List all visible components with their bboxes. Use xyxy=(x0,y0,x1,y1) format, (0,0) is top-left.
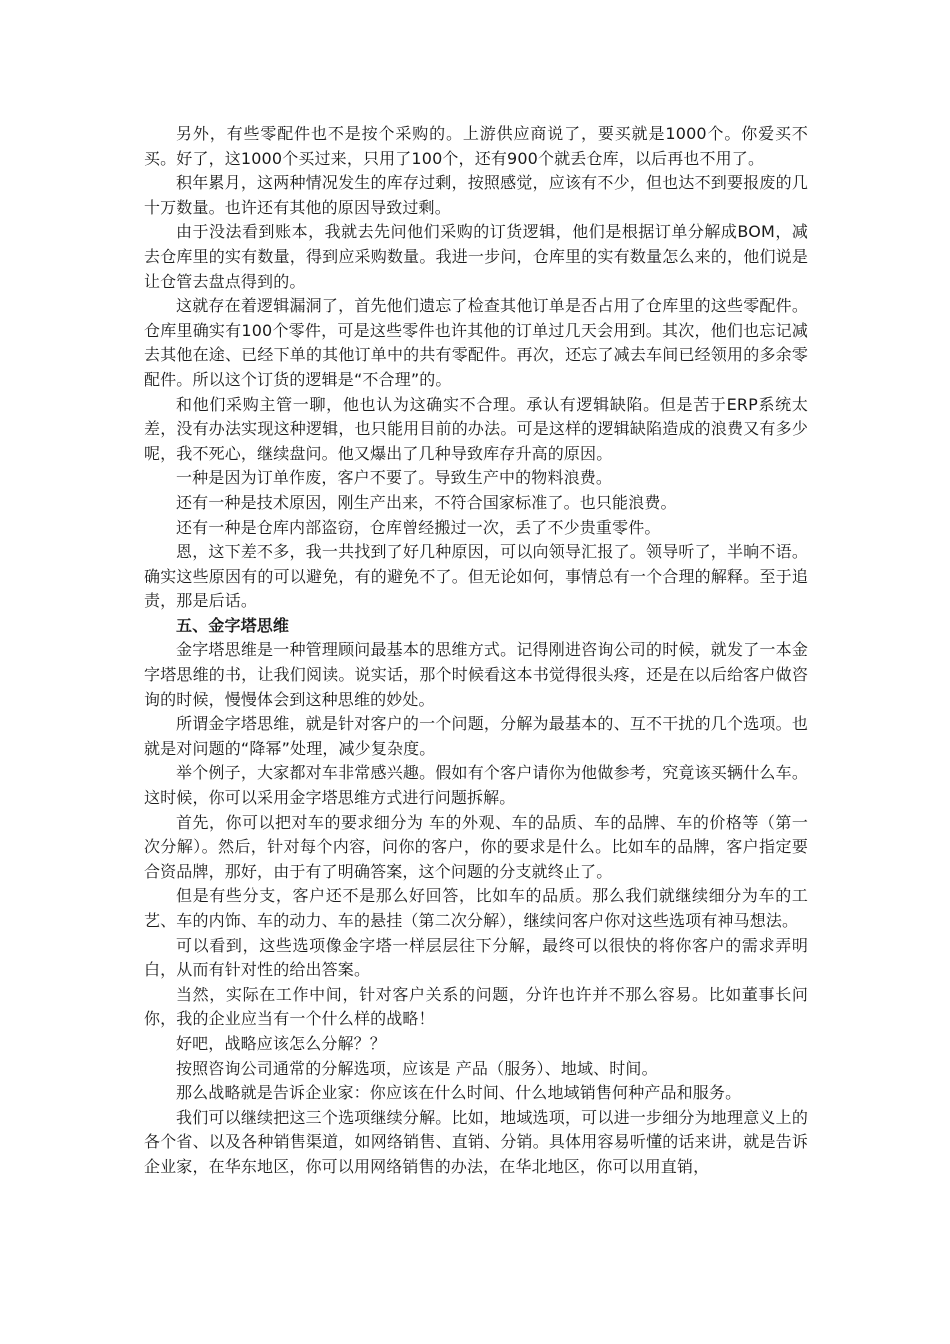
paragraph: 我们可以继续把这三个选项继续分解。比如，地域选项，可以进一步细分为地理意义上的各个省、以及各种销售渠道，如网络销售、直销、分销。具体用容易听懂的话来讲，就是告诉企业家，在华东地区，你可以用网络销售的办法，在华北地区，你可以用直销， xyxy=(144,1107,808,1176)
paragraph: 但是有些分支，客户还不是那么好回答，比如车的品质。那么我们就继续细分为车的工艺、车的内饰、车的动力、车的悬挂（第二次分解），继续问客户你对这些选项有神马想法。 xyxy=(144,886,808,930)
paragraph: 按照咨询公司通常的分解选项，应该是 产品（服务）、地域、时间。 xyxy=(176,1058,658,1078)
paragraph: 所谓金字塔思维，就是针对客户的一个问题，分解为最基本的、互不干扰的几个选项。也就是对问题的“降幂”处理，减少复杂度。 xyxy=(144,714,808,758)
paragraph: 这就存在着逻辑漏洞了，首先他们遗忘了检查其他订单是否占用了仓库里的这些零配件。仓库里确实有100个零件，可是这些零件也许其他的订单过几天会用到。其次，他们也忘记减去其他在途、已经下单的其他订单中的共有零配件。再次，还忘了减去车间已经领用的多余零配件。所以这个订货的逻辑是“不合理”的。 xyxy=(144,296,808,389)
paragraph: 一种是因为订单作废，客户不要了。导致生产中的物料浪费。 xyxy=(176,468,613,488)
paragraph: 那么战略就是告诉企业家：你应该在什么时间、什么地域销售何种产品和服务。 xyxy=(176,1083,742,1103)
paragraph: 好吧，战略应该怎么分解？？ xyxy=(176,1033,386,1053)
paragraph: 首先，你可以把对车的要求细分为 车的外观、车的品质、车的品牌、车的价格等（第一次分解）。然后，针对每个内容，问你的客户，你的要求是什么。比如车的品牌，客户指定要合资品牌，那好，由于有了明确答案，这个问题的分支就终止了。 xyxy=(144,812,808,881)
paragraph: 和他们采购主管一聊，他也认为这确实不合理。承认有逻辑缺陷。但是苦于ERP系统太差，没有办法实现这种逻辑，也只能用目前的办法。可是这样的逻辑缺陷造成的浪费又有多少呢，我不死心，继续盘问。他又爆出了几种导致库存升高的原因。 xyxy=(144,394,808,463)
paragraph: 恩，这下差不多，我一共找到了好几种原因，可以向领导汇报了。领导听了，半晌不语。确实这些原因有的可以避免，有的避免不了。但无论如何，事情总有一个合理的解释。至于追责，那是后话。 xyxy=(144,542,808,611)
paragraph: 举个例子，大家都对车非常感兴趣。假如有个客户请你为他做参考，究竟该买辆什么车。这时候，你可以采用金字塔思维方式进行问题拆解。 xyxy=(144,763,808,808)
paragraph: 由于没法看到账本，我就去先问他们采购的订货逻辑，他们是根据订单分解成BOM，减去仓库里的实有数量，得到应采购数量。我进一步问，仓库里的实有数量怎么来的，他们说是让仓管去盘点得到的。 xyxy=(144,222,808,291)
paragraph: 还有一种是仓库内部盗窃，仓库曾经搬过一次，丢了不少贵重零件。 xyxy=(176,517,661,537)
document-page xyxy=(144,122,808,1180)
section-heading: 五、金字塔思维 xyxy=(176,615,290,635)
paragraph: 可以看到，这些选项像金字塔一样层层往下分解，最终可以很快的将你客户的需求弄明白，从而有针对性的给出答案。 xyxy=(144,935,808,980)
paragraph: 金字塔思维是一种管理顾问最基本的思维方式。记得刚进咨询公司的时候，就发了一本金字塔思维的书，让我们阅读。说实话，那个时候看这本书觉得很头疼，还是在以后给客户做咨询的时候，慢慢体会到这种思维的妙处。 xyxy=(144,640,808,709)
paragraph: 当然，实际在工作中间，针对客户关系的问题，分许也许并不那么容易。比如董事长问你，我的企业应当有一个什么样的战略！ xyxy=(144,984,808,1029)
paragraph: 积年累月，这两种情况发生的库存过剩，按照感觉，应该有不少，但也达不到要报废的几十万数量。也许还有其他的原因导致过剩。 xyxy=(144,173,808,217)
paragraph: 还有一种是技术原因，刚生产出来，不符合国家标准了。也只能浪费。 xyxy=(176,492,677,512)
paragraph: 另外，有些零配件也不是按个采购的。上游供应商说了，要买就是1000个。你爱买不买。好了，这1000个买过来，只用了100个，还有900个就丢仓库，以后再也不用了。 xyxy=(144,124,808,168)
